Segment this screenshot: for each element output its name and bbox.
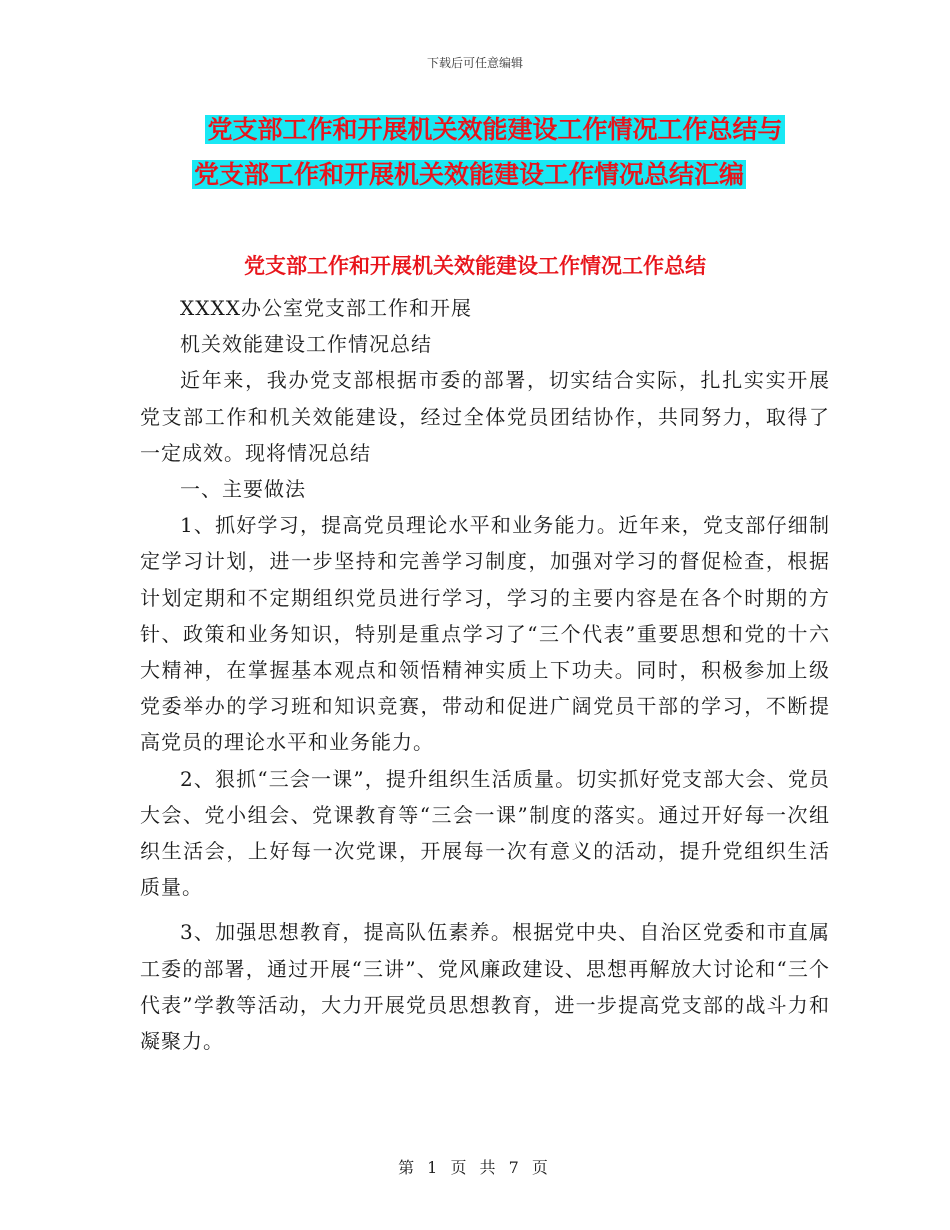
section-title: 党支部工作和开展机关效能建设工作情况工作总结 — [244, 254, 706, 278]
paragraph-item-2: 2、狠抓“三会一课”，提升组织生活质量。切实抓好党支部大会、党员大会、党小组会、党课教育等“三会一课”制度的落实。通过开好每一次组织生活会，上好每一次党课，开展每一次有意义的活动，提升党组织生活质量。 — [140, 766, 830, 900]
paragraph-item-3: 3、加强思想教育，提高队伍素养。根据党中央、自治区党委和市直属工委的部署，通过开展“三讲”、党风廉政建设、思想再解放大讨论和“三个代表”学教等活动，大力开展党员思想教育，进一步提高党支部的战斗力和凝聚力。 — [140, 920, 830, 1054]
paragraph-heading-main-practices: 一、主要做法 — [180, 477, 306, 502]
main-title-line-2 — [0, 157, 950, 193]
main-title-line-2-text: 党支部工作和开展机关效能建设工作情况总结汇编 — [193, 160, 744, 189]
paragraph-item-1: 1、抓好学习，提高党员理论水平和业务能力。近年来，党支部仔细制定学习计划，进一步坚持和完善学习制度，加强对学习的督促检查，根据计划定期和不定期组织党员进行学习，学习的主要内容是在各个时期的方针、政策和业务知识，特别是重点学习了“三个代表”重要思想和党的十六大精神，在掌握基本观点和领悟精神实质上下功夫。同时，积极参加上级党委举办的学习班和知识竞赛，带动和促进广阔党员干部的学习，不断提高党员的理论水平和业务能力。 — [140, 513, 830, 755]
header-note: 下载后可任意编辑 — [426, 56, 523, 70]
paragraph-summary-name: 机关效能建设工作情况总结 — [180, 332, 432, 357]
paragraph-intro: 近年来，我办党支部根据市委的部署，切实结合实际，扎扎实实开展党支部工作和机关效能建设，经过全体党员团结协作，共同努力，取得了一定成效。现将情况总结 — [140, 368, 830, 465]
paragraph-office-name: XXXX办公室党支部工作和开展 — [180, 296, 472, 320]
page-footer: 第 1 页 共 7 页 — [398, 1158, 552, 1177]
main-title-line-1 — [0, 112, 950, 148]
main-title-line-1-text: 党支部工作和开展机关效能建设工作情况工作总结与 — [207, 115, 783, 144]
document-body — [140, 290, 830, 1059]
